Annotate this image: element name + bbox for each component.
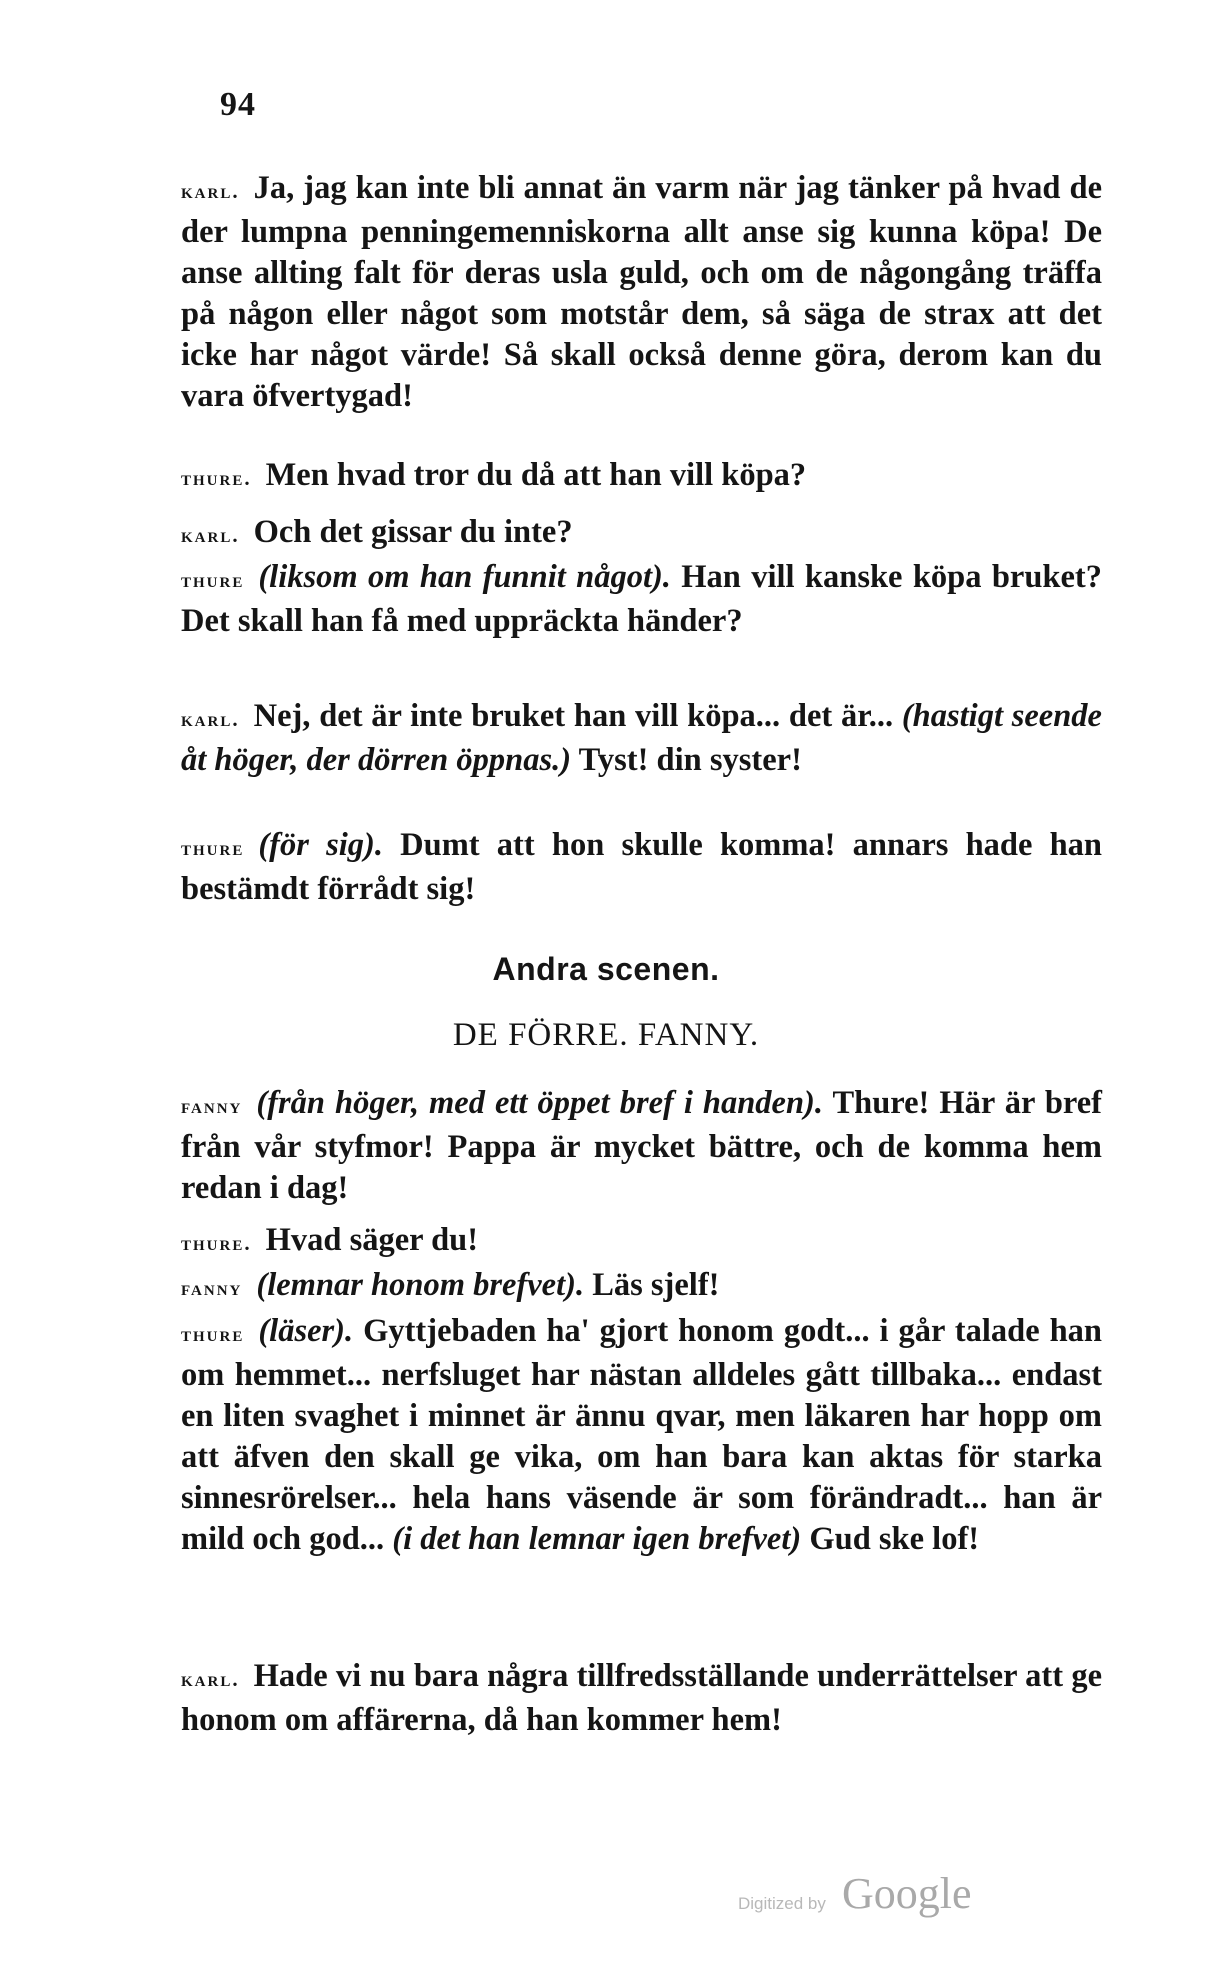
scene-characters: DE FÖRRE. FANNY. [452,1017,760,1053]
dialogue-text: Och det gissar du inte? [253,514,573,550]
dialogue-thure-5 [181,1311,1102,1560]
speaker-label: thure. [181,1231,252,1255]
dialogue-text: Thure! Här är bref från vår styfmor! Pappa är mycket bättre, och de komma hem redan i dag! [181,1085,1103,1206]
speaker-label: karl. [181,179,240,203]
dialogue-text: Gud ske lof! [809,1521,980,1557]
watermark-logo-text: Google [842,1869,972,1918]
dialogue-fanny-2 [181,1265,1102,1309]
dialogue-text: Hvad säger du! [265,1222,479,1258]
dialogue-text: Läs sjelf! [592,1267,720,1303]
dialogue-fanny-1 [181,1083,1102,1209]
speaker-label: thure [181,568,245,592]
speaker-label: thure. [181,466,252,490]
stage-direction: (för sig). [258,827,383,863]
dialogue-thure-1 [181,455,1102,499]
dialogue-text: Ja, jag kan inte bli annat än varm när jag tänker på hvad de der lumpna penningemenniskorna allt anse sig kunna köpa! De anse allting falt för deras usla guld, och om de någongång träffa på någon eller något som motstår dem, så säga de strax att det icke har något värde! Så skall också denne göra, derom kan du vara öfvertygad! [181,170,1102,414]
dialogue-karl-4 [181,1656,1102,1741]
speaker-label: thure [181,836,245,860]
dialogue-text: Men hvad tror du då att han vill köpa? [265,457,807,493]
speaker-label: thure [181,1322,245,1346]
dialogue-thure-2 [181,557,1102,642]
stage-direction: (i det han lemnar igen brefvet) [392,1521,802,1557]
page-number: 94 [220,86,256,123]
dialogue-text: Hade vi nu bara några tillfredsställande underrättelser att ge honom om affärerna, då han kommer hem! [181,1658,1102,1738]
dialogue-karl-1 [181,168,1102,417]
stage-direction: (från höger, med ett öppet bref i handen). [256,1085,823,1121]
speaker-label: karl. [181,523,240,547]
dialogue-text: Tyst! din syster! [578,742,802,778]
dialogue-thure-4 [181,1220,1102,1264]
digitized-watermark [738,1862,988,1922]
speaker-label: fanny [181,1094,243,1118]
stage-direction: (lemnar honom brefvet). [256,1267,585,1303]
dialogue-text: Dumt att hon skulle komma! annars hade han bestämdt förrådt sig! [181,827,1103,907]
speaker-label: karl. [181,707,240,731]
speaker-label: karl. [181,1667,240,1691]
dialogue-thure-3 [181,825,1102,910]
stage-direction: (liksom om han funnit något). [258,559,671,595]
dialogue-text: Gyttjebaden ha' gjort honom godt... i går talade han om hemmet... nerfsluget har nästan alldeles gått tillbaka... endast en liten svaghet i minnet är ännu qvar, men läkaren har hopp om att äfven den skall ge vika, om han bara kan aktas för starka sinnesrörelser... hela hans väsende är som förändradt... han är mild och god... [181,1313,1102,1557]
dialogue-karl-2 [181,512,1102,556]
stage-direction: (hastigt seende åt höger, der dörren öppnas.) [181,698,1102,778]
dialogue-text: Nej, det är inte bruket han vill köpa... det är... [253,698,894,734]
watermark-small-text: Digitized by [738,1894,826,1913]
speaker-label: fanny [181,1276,243,1300]
dialogue-karl-3 [181,696,1102,781]
stage-direction: (läser). [258,1313,354,1349]
scene-heading: Andra scenen. [492,951,720,987]
dialogue-text: Han vill kanske köpa bruket? Det skall han få med uppräckta händer? [181,559,1102,639]
